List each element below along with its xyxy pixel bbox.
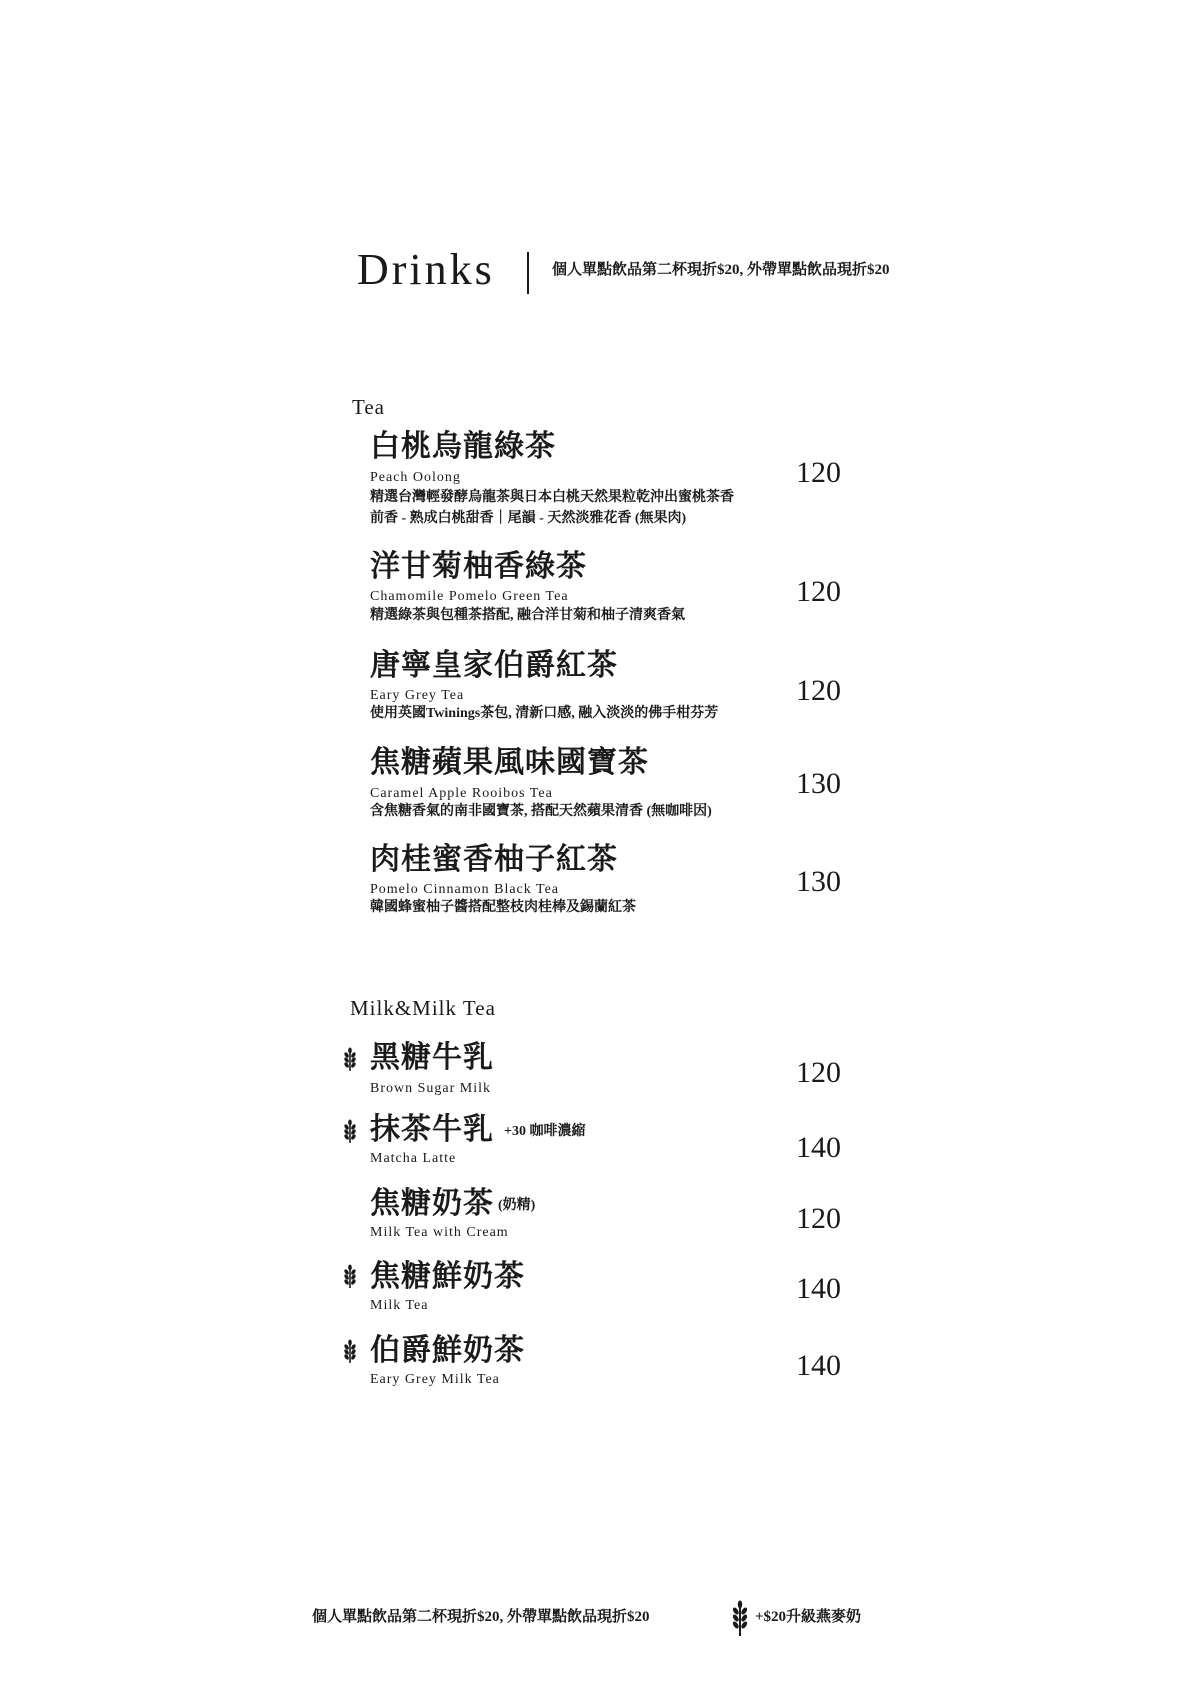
title-divider bbox=[527, 252, 529, 294]
item-price: 140 bbox=[796, 1349, 841, 1382]
item-add-on-note: +30 咖啡濃縮 bbox=[504, 1124, 586, 1140]
item-price: 120 bbox=[796, 1056, 841, 1089]
wheat-icon bbox=[342, 1119, 358, 1143]
item-description: 使用英國Twinings茶包, 清新口感, 融入淡淡的佛手柑芬芳 bbox=[370, 706, 719, 721]
item-description: 精選台灣輕發酵烏龍茶與日本白桃天然果粒乾沖出蜜桃茶香 bbox=[370, 490, 734, 505]
item-name-text: 抹茶牛乳 bbox=[370, 1113, 494, 1146]
item-english-name: Brown Sugar Milk bbox=[370, 1081, 491, 1096]
item-english-name: Caramel Apple Rooibos Tea bbox=[370, 786, 553, 801]
item-name bbox=[370, 1189, 535, 1219]
menu-title: Drinks bbox=[357, 245, 495, 294]
item-english-name: Eary Grey Tea bbox=[370, 688, 465, 703]
item-name: 白桃烏龍綠茶 bbox=[370, 430, 556, 463]
item-name: 肉桂蜜香柚子紅茶 bbox=[370, 843, 618, 876]
item-price: 140 bbox=[796, 1272, 841, 1305]
item-price: 120 bbox=[796, 575, 841, 608]
item-note: (奶精) bbox=[498, 1198, 536, 1214]
item-english-name: Matcha Latte bbox=[370, 1151, 457, 1166]
wheat-icon bbox=[342, 1047, 358, 1071]
item-name-text: 焦糖奶茶 bbox=[370, 1187, 494, 1220]
item-price: 120 bbox=[796, 1202, 841, 1235]
item-description: 精選綠茶與包種茶搭配, 融合洋甘菊和柚子清爽香氣 bbox=[370, 608, 685, 623]
item-name: 唐寧皇家伯爵紅茶 bbox=[370, 649, 618, 682]
item-price: 130 bbox=[796, 865, 841, 898]
item-english-name: Eary Grey Milk Tea bbox=[370, 1372, 500, 1387]
item-name: 洋甘菊柚香綠茶 bbox=[370, 550, 587, 583]
item-description: 前香 - 熟成白桃甜香｜尾韻 - 天然淡雅花香 (無果肉) bbox=[370, 511, 687, 526]
section-title-tea: Tea bbox=[352, 395, 386, 419]
item-english-name: Peach Oolong bbox=[370, 470, 461, 485]
item-description: 韓國蜂蜜柚子醬搭配整枝肉桂棒及錫蘭紅茶 bbox=[370, 900, 636, 915]
wheat-icon bbox=[342, 1339, 358, 1363]
item-english-name: Milk Tea with Cream bbox=[370, 1225, 509, 1240]
wheat-icon bbox=[342, 1264, 358, 1288]
wheat-icon bbox=[730, 1600, 750, 1636]
header-discount-note: 個人單點飲品第二杯現折$20, 外帶單點飲品現折$20 bbox=[552, 262, 890, 278]
item-name bbox=[370, 1115, 585, 1145]
item-english-name: Pomelo Cinnamon Black Tea bbox=[370, 882, 560, 897]
item-name: 焦糖蘋果風味國寶茶 bbox=[370, 746, 649, 779]
item-price: 120 bbox=[796, 456, 841, 489]
item-name: 黑糖牛乳 bbox=[370, 1041, 494, 1074]
item-price: 130 bbox=[796, 767, 841, 800]
item-english-name: Milk Tea bbox=[370, 1298, 429, 1313]
item-name: 伯爵鮮奶茶 bbox=[370, 1334, 525, 1367]
item-english-name: Chamomile Pomelo Green Tea bbox=[370, 589, 569, 604]
footer-oat-milk-upgrade: +$20升級燕麥奶 bbox=[755, 1609, 862, 1625]
item-name: 焦糖鮮奶茶 bbox=[370, 1260, 525, 1293]
section-title-milk: Milk&Milk Tea bbox=[350, 996, 496, 1020]
item-description: 含焦糖香氣的南非國寶茶, 搭配天然蘋果清香 (無咖啡因) bbox=[370, 804, 712, 819]
item-price: 140 bbox=[796, 1131, 841, 1164]
footer-discount-note: 個人單點飲品第二杯現折$20, 外帶單點飲品現折$20 bbox=[312, 1609, 650, 1625]
item-price: 120 bbox=[796, 674, 841, 707]
